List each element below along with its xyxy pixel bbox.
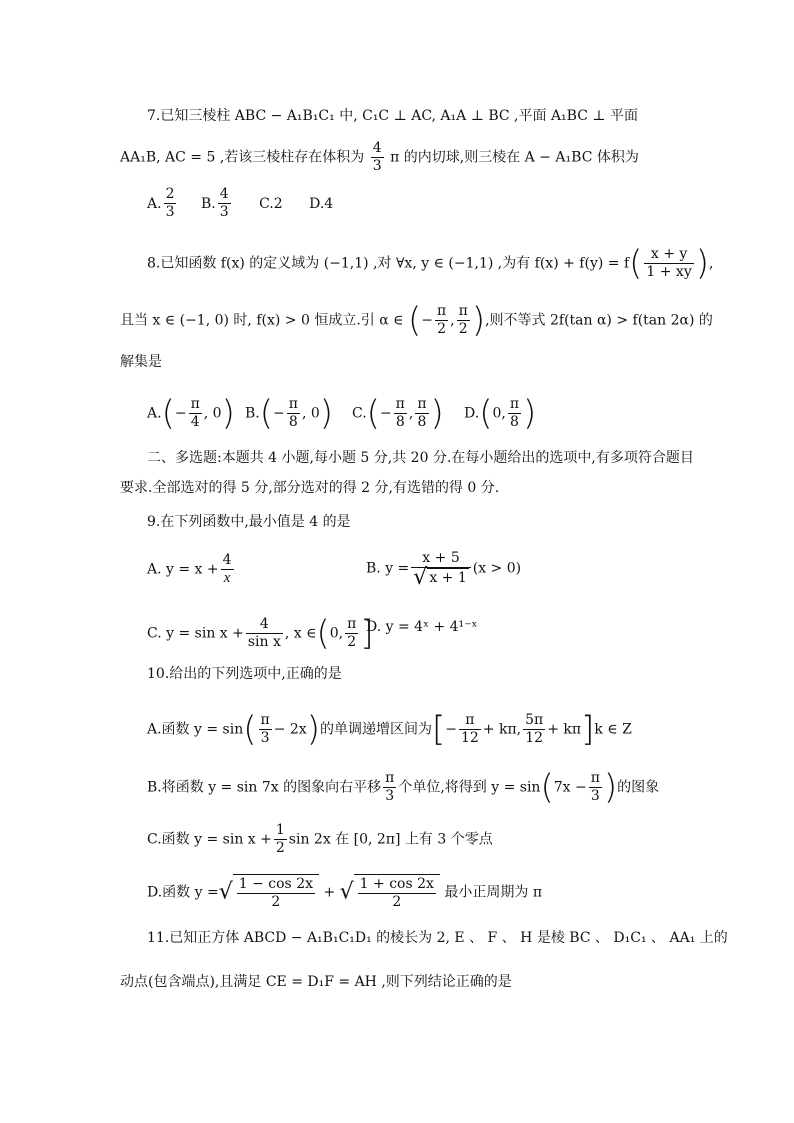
q8-options (147, 393, 707, 434)
q8-option-b: B.(− $\frac{\pi}{8}$ , 0) (245, 393, 334, 434)
q8-line3: 解集是 (120, 354, 162, 370)
section2-line1: 二、多选题:本题共 4 小题,每小题 5 分,共 20 分.在每小题给出的选项中,有多项符合题目 (147, 450, 694, 466)
q7-option-c: C.2 (259, 195, 283, 212)
q7-line1: 7.已知三棱柱 ABC − A₁B₁C₁ 中, C₁C ⊥ AC, A₁A ⊥ BC ,平面 A₁BC ⊥ 平面 (147, 108, 638, 124)
q9-option-b: B. y = $\frac{x + 5}{√ x + 1}$ (x > 0) (366, 550, 522, 590)
q8-line1-a: 8.已知函数 f(x) 的定义域为 (−1,1) ,对 ∀x, y ∈ (−1,1) ,为有 f(x) + f(y) = f (147, 255, 630, 272)
q11-line2: 动点(包含端点),且满足 CE = D₁F = AH ,则下列结论正确的是 (120, 974, 512, 990)
q8-line2: 且当 x ∈ (−1, 0) 时, f(x) > 0 恒成立.引 α ∈ (− $\frac{\pi}{2}$ , $\frac{\pi}{2}$ ),则不等式 2f(tan α) > f(tan 2α) 的 (120, 300, 713, 341)
q7-fraction: $\frac{4}{3}$ (372, 140, 382, 174)
q10-option-c: C.函数 y = sin x + $\frac{1}{2}$ sin 2x 在 [0, 2π] 上有 3 个零点 (147, 822, 493, 856)
q7-line2-a: AA₁B, AC = 5 ,若该三棱柱存在体积为 (120, 149, 365, 166)
q7-line2 (120, 140, 639, 175)
q11-line1: 11.已知正方体 ABCD − A₁B₁C₁D₁ 的棱长为 2, E 、 F 、 H 是棱 BC 、 D₁C₁ 、 AA₁ 上的 (147, 930, 728, 946)
q7-option-b: B. $\frac{4}{3}$ (200, 186, 229, 220)
q9-option-c: C. y = sin x + $\frac{4}{\text{sin x}}$ , x ∈(0, $\frac{\pi}{2}$ ] (147, 613, 374, 654)
q8-line2-b: ,则不等式 2f(tan α) > f(tan 2α) 的 (485, 312, 713, 329)
q8-line2-a: 且当 x ∈ (−1, 0) 时, f(x) > 0 恒成立.引 α ∈ (120, 312, 404, 329)
q7-line2-b: π 的内切球,则三棱在 A − A₁BC 体积为 (390, 149, 639, 166)
q7-option-a: A. $\frac{2}{3}$ (147, 186, 175, 220)
q8-option-c: C.(− $\frac{\pi}{8}$ , $\frac{\pi}{8}$ ) (352, 393, 444, 434)
q10-title: 10.给出的下列选项中,正确的是 (147, 666, 342, 682)
q9-option-a: A. y = x + $\frac{4}{x}$ (147, 552, 232, 586)
q7-option-d: D.4 (309, 195, 334, 212)
q7-options (147, 186, 333, 221)
q9-title: 9.在下列函数中,最小值是 4 的是 (147, 514, 351, 530)
q8-option-a: A.(− $\frac{\pi}{4}$ , 0) (147, 393, 235, 434)
section2-line2: 要求.全部选对的得 5 分,部分选对的得 2 分,有选错的得 0 分. (120, 480, 500, 496)
q8-line1: 8.已知函数 f(x) 的定义域为 (−1,1) ,对 ∀x, y ∈ (−1,1) ,为有 f(x) + f(y) = f( $\frac{x + y}{1 + xy}$ ), (147, 243, 714, 284)
q10-option-a: A.函数 y = sin( $\frac{\pi}{3}$ − 2x)的单调递增区间为[− $\frac{\pi}{12}$ + kπ, $\frac{5\pi}{12}$ + kπ]k ∈ Z (147, 709, 632, 750)
q10-option-b: B.将函数 y = sin 7x 的图象向右平移 $\frac{\pi}{3}$ 个单位,将得到 y = sin(7x − $\frac{\pi}{3}$ )的图象 (147, 767, 660, 808)
q8-option-d: D.(0, $\frac{\pi}{8}$ ) (464, 393, 537, 434)
q10-option-d: D.函数 y =√ $\frac{1 - \cos 2x}{2}$ + √ $\frac{1 + \cos 2x}{2}$ 最小正周期为 π (147, 876, 543, 910)
q8-fraction: $\frac{x + y}{1 + xy}$ (646, 246, 692, 280)
q9-option-d: D. y = 4ˣ + 4¹⁻ˣ (366, 619, 478, 635)
